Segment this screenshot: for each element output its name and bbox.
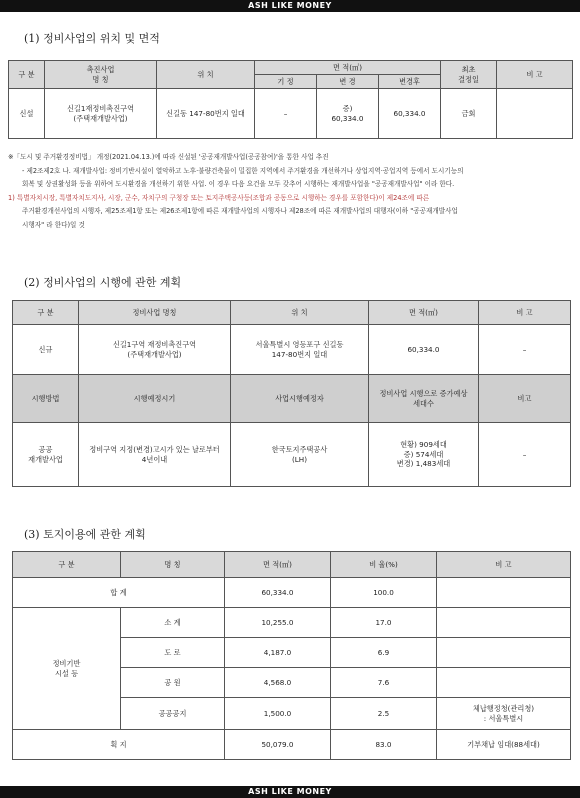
infra-area: 4,568.0 — [225, 668, 331, 698]
infra-ratio: 7.6 — [331, 668, 437, 698]
header-category: 구 분 — [9, 61, 45, 89]
header-remarks: 비 고 — [437, 552, 571, 578]
infra-ratio: 2.5 — [331, 698, 437, 730]
section2-title: (2) 정비사업의 시행에 관한 계획 — [24, 276, 182, 289]
cell-location: 서울특별시 영등포구 신길동 147-80번지 일대 — [231, 325, 369, 375]
total-label: 합 계 — [13, 578, 225, 608]
header-area: 면 적(㎡) — [255, 61, 441, 75]
header-area-change: 변 경 — [317, 75, 379, 89]
header-period: 시행예정시기 — [79, 375, 231, 423]
note-line: 회복 및 상권활성화 등을 위하여 도시환경을 개선하기 위한 사업. 이 경우 다음 요건을 모두 갖추어 시행하는 재개발사업을 "공공재개발사업" 이라 한다. — [22, 180, 455, 189]
site-ratio: 83.0 — [331, 730, 437, 760]
infra-name: 도 로 — [121, 638, 225, 668]
infra-area: 10,255.0 — [225, 608, 331, 638]
header-households: 정비사업 시행으로 증가예상 세대수 — [369, 375, 479, 423]
infra-ratio: 6.9 — [331, 638, 437, 668]
cell-period: 정비구역 지정(변경)고시가 있는 날로부터 4년이내 — [79, 423, 231, 487]
implementation-plan-table — [12, 300, 571, 487]
cell-location: 신길동 147-80번지 일대 — [157, 89, 255, 139]
header-name: 정비사업 명칭 — [79, 301, 231, 325]
note-line: 1) 특별자치시장, 특별자치도지사, 시장, 군수, 자치구의 구청장 또는 토지주택공사등(조합과 공동으로 시행하는 경우를 포함한다)이 제24조에 따른 — [8, 193, 430, 202]
cell-area: 60,334.0 — [369, 325, 479, 375]
header-remarks: 비고 — [479, 375, 571, 423]
header-location: 위 치 — [157, 61, 255, 89]
header-area-after: 변경후 — [379, 75, 441, 89]
cell-operator: 한국토지주택공사 (LH) — [231, 423, 369, 487]
infra-remarks: 체납행정청(관리청) : 서울특별시 — [437, 698, 571, 730]
note-line: 주거환경개선사업의 시행자, 제25조제1항 또는 제26조제1항에 따른 재개발사업의 시행자나 제28조에 따른 재개발사업의 대행자(이하 "공공재개발사업 — [22, 207, 458, 216]
infra-remarks — [437, 668, 571, 698]
header-area: 면 적(㎡) — [369, 301, 479, 325]
header-remarks: 비 고 — [479, 301, 571, 325]
cell-method: 공공 재개발사업 — [13, 423, 79, 487]
infra-name: 공 원 — [121, 668, 225, 698]
header-remarks: 비 고 — [497, 61, 573, 89]
location-area-table — [8, 60, 573, 139]
total-area: 60,334.0 — [225, 578, 331, 608]
total-ratio: 100.0 — [331, 578, 437, 608]
site-remarks: 기부채납 임대(88세대) — [437, 730, 571, 760]
note-line: ※「도시 및 주거환경정비법」 개정(2021.04.13.)에 따라 신설된 '공공재개발사업(공공참여)'을 통한 사업 추진 — [8, 153, 329, 161]
header-method: 시행방법 — [13, 375, 79, 423]
infra-name: 소 계 — [121, 608, 225, 638]
infra-ratio: 17.0 — [331, 608, 437, 638]
cell-remarks — [497, 89, 573, 139]
header-operator: 사업시행예정자 — [231, 375, 369, 423]
header-area-existing: 기 정 — [255, 75, 317, 89]
cell-name: 신길1구역 재정비촉진구역 (주택재개발사업) — [79, 325, 231, 375]
infra-name: 공공공지 — [121, 698, 225, 730]
header-area: 면 적(㎡) — [225, 552, 331, 578]
cell-area-existing: – — [255, 89, 317, 139]
cell-area-change: 증) 60,334.0 — [317, 89, 379, 139]
note-line: - 제2조제2호 나. 재개발사업: 정비기반시설이 열악하고 노후·불량건축물이 밀집한 지역에서 주거환경을 개선하거나 상업지역·공업지역 등에서 도시기능의 — [22, 166, 464, 175]
header-category: 구 분 — [13, 552, 121, 578]
cell-category: 신규 — [13, 325, 79, 375]
infra-remarks — [437, 638, 571, 668]
infra-remarks — [437, 608, 571, 638]
header-ratio: 비 율(%) — [331, 552, 437, 578]
cell-name: 신길1재정비촉진구역 (주택재개발사업) — [45, 89, 157, 139]
legal-notes — [8, 151, 574, 233]
section1-title: (1) 정비사업의 위치 및 면적 — [24, 32, 160, 45]
cell-category: 신설 — [9, 89, 45, 139]
header-category: 구 분 — [13, 301, 79, 325]
cell-households: 현황) 909세대 증) 574세대 변경) 1,483세대 — [369, 423, 479, 487]
site-label: 획 지 — [13, 730, 225, 760]
section3-title: (3) 토지이용에 관한 계획 — [24, 528, 146, 541]
total-remarks — [437, 578, 571, 608]
header-name: 명 칭 — [121, 552, 225, 578]
infra-area: 4,187.0 — [225, 638, 331, 668]
cell-area-after: 60,334.0 — [379, 89, 441, 139]
bottom-banner: ASH LIKE MONEY — [0, 786, 580, 798]
cell-remarks: – — [479, 423, 571, 487]
cell-decision-date: 금회 — [441, 89, 497, 139]
infra-area: 1,500.0 — [225, 698, 331, 730]
header-name: 촉진사업 명 칭 — [45, 61, 157, 89]
header-decision-date: 최초 결정일 — [441, 61, 497, 89]
top-banner: ASH LIKE MONEY — [0, 0, 580, 12]
cell-remarks: – — [479, 325, 571, 375]
site-area: 50,079.0 — [225, 730, 331, 760]
land-use-table — [12, 551, 571, 760]
header-location: 위 치 — [231, 301, 369, 325]
infra-category: 정비기반 시설 등 — [13, 608, 121, 730]
note-line: 시행자" 라 한다)일 것 — [22, 220, 85, 229]
